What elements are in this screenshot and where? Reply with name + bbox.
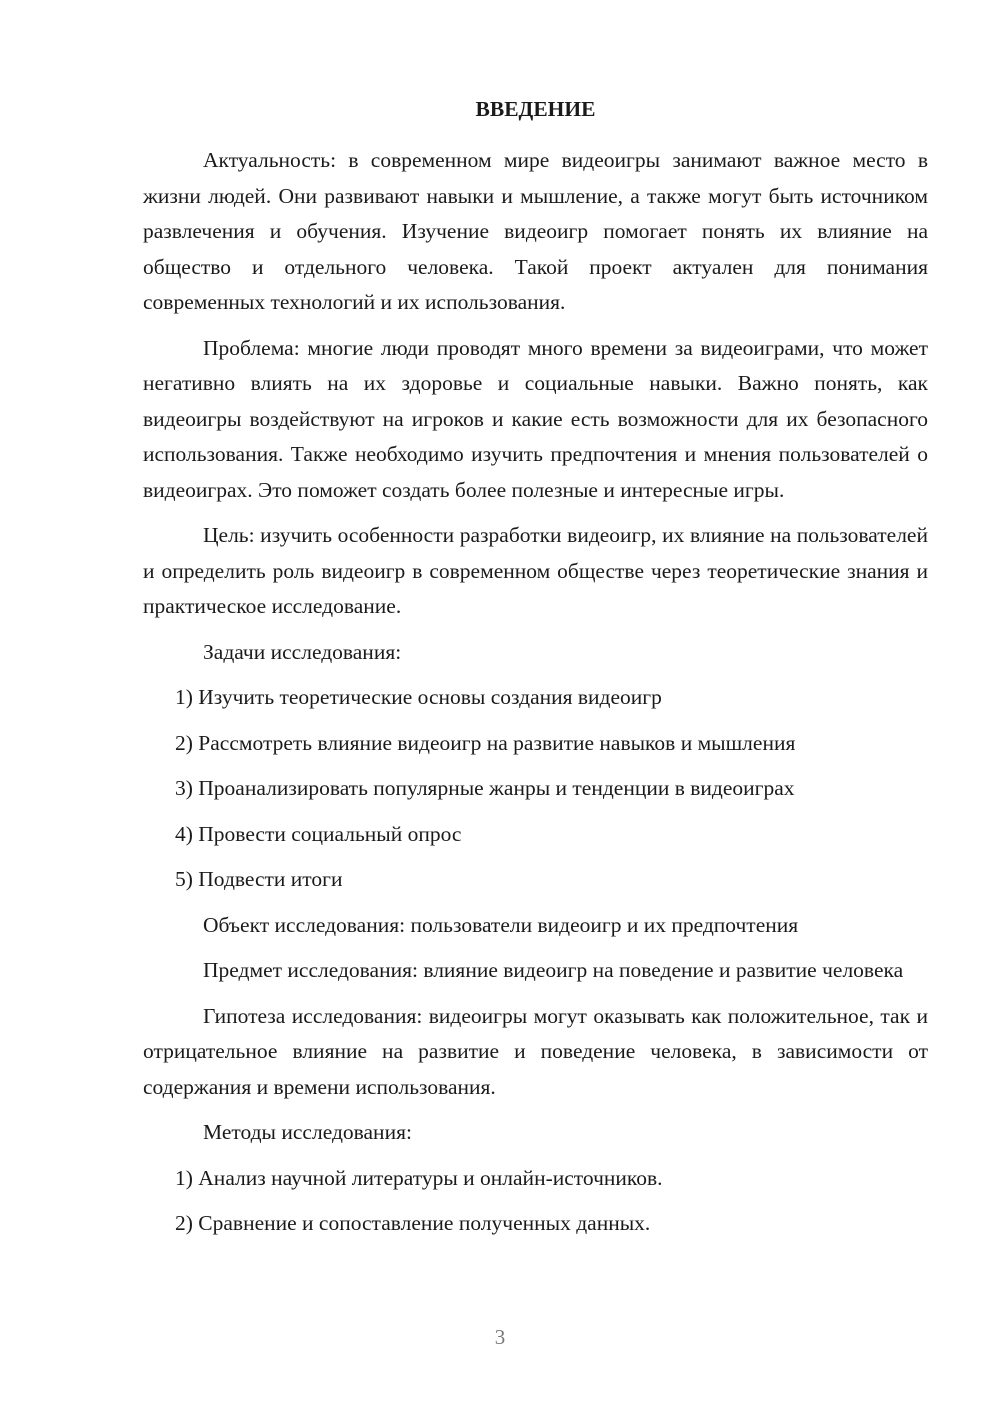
page-number: 3 <box>494 1325 506 1349</box>
task-item-2: 2) Рассмотреть влияние видеоигр на развитие навыков и мышления <box>175 730 796 755</box>
method-item-2: 2) Сравнение и сопоставление полученных данных. <box>175 1211 651 1235</box>
task-item-4: 4) Провести социальный опрос <box>175 821 462 846</box>
document-page <box>143 92 928 1252</box>
method-item-1: 1) Анализ научной литературы и онлайн-источников. <box>175 1165 663 1190</box>
hypothesis-paragraph: Гипотеза исследования: видеоигры могут оказывать как положительное, так и отрицательное влияние на развитие и поведение человека, в зависимости от содержания и времени использования. <box>143 1003 928 1099</box>
methods-heading: Методы исследования: <box>203 1120 412 1144</box>
relevance-paragraph: Актуальность: в современном мире видеоигры занимают важное место в жизни людей. Они развивают навыки и мышление, а также могут быть источником развлечения и обучения. Изучение видеоигр помогает понять их влияние на общество и отдельного человека. Такой проект актуален для понимания современных технологий и их использования. <box>143 148 928 314</box>
goal-paragraph: Цель: изучить особенности разработки видеоигр, их влияние на пользователей и определить роль видеоигр в современном обществе через теоретические знания и практическое исследование. <box>143 523 928 618</box>
tasks-heading: Задачи исследования: <box>203 639 402 664</box>
task-item-3: 3) Проанализировать популярные жанры и тенденции в видеоиграх <box>175 776 795 800</box>
task-item-1: 1) Изучить теоретические основы создания видеоигр <box>175 685 662 709</box>
problem-paragraph: Проблема: многие люди проводят много времени за видеоиграми, что может негативно влиять на их здоровье и социальные навыки. Важно понять, как видеоигры воздействуют на игроков и какие есть возможности для их безопасного использования. Также необходимо изучить предпочтения и мнения пользователей о видеоиграх. Это поможет создать более полезные и интересные игры. <box>143 335 928 502</box>
object-paragraph: Объект исследования: пользователи видеоигр и их предпочтения <box>203 912 799 937</box>
subject-paragraph: Предмет исследования: влияние видеоигр на поведение и развитие человека <box>203 958 904 982</box>
page-title: ВВЕДЕНИЕ <box>475 97 596 121</box>
task-item-5: 5) Подвести итоги <box>175 867 343 891</box>
